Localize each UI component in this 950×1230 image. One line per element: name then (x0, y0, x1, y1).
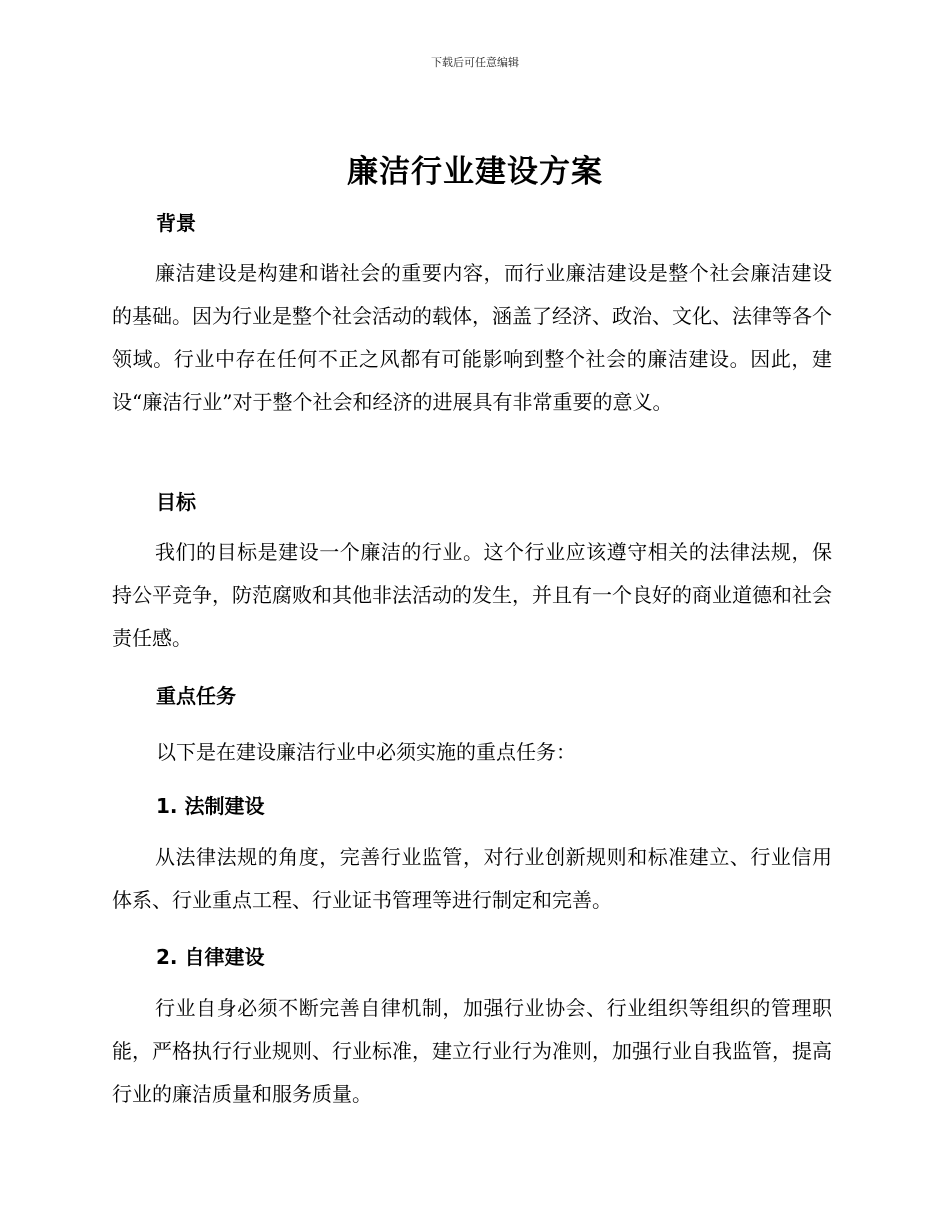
section-heading-key-tasks: 重点任务 (156, 684, 236, 708)
section-paragraph-background: 廉洁建设是构建和谐社会的重要内容，而行业廉洁建设是整个社会廉洁建设的基础。因为行业是整个社会活动的载体，涵盖了经济、政治、文化、法律等各个领域。行业中存在任何不正之风都有可能影响到整个社会的廉洁建设。因此，建设“廉洁行业”对于整个社会和经济的进展具有非常重要的意义。 (112, 261, 832, 414)
section-paragraph-self-discipline: 行业自身必须不断完善自律机制，加强行业协会、行业组织等组织的管理职能，严格执行行业规则、行业标准，建立行业行为准则，加强行业自我监管，提高行业的廉洁质量和服务质量。 (112, 996, 832, 1106)
section-paragraph-legal-construction: 从法律法规的角度，完善行业监管，对行业创新规则和标准建立、行业信用体系、行业重点工程、行业证书管理等进行制定和完善。 (112, 845, 832, 912)
section-intro-key-tasks: 以下是在建设廉洁行业中必须实施的重点任务： (156, 740, 576, 764)
section-paragraph-goal: 我们的目标是建设一个廉洁的行业。这个行业应该遵守相关的法律法规，保持公平竞争，防范腐败和其他非法活动的发生，并且有一个良好的商业道德和社会责任感。 (112, 540, 832, 650)
page-header-note: 下载后可任意编辑 (431, 56, 519, 69)
section-heading-legal-construction: 1. 法制建设 (156, 794, 265, 818)
section-heading-background: 背景 (156, 211, 196, 235)
document-title: 廉洁行业建设方案 (347, 154, 603, 190)
section-heading-goal: 目标 (156, 490, 196, 514)
section-heading-self-discipline: 2. 自律建设 (156, 945, 265, 969)
